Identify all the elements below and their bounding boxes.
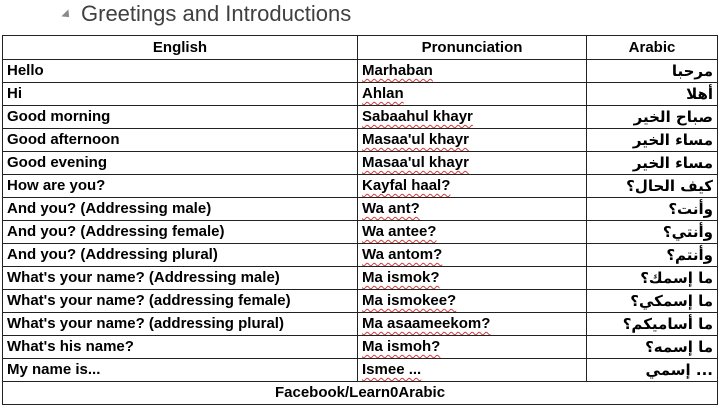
pronunciation-text: Wa antee? [362,223,437,240]
pronunciation-text: Marhaban [362,62,433,79]
english-cell: And you? (Addressing male) [3,198,358,221]
table-row [3,336,718,359]
collapse-triangle-icon[interactable] [61,9,72,20]
arabic-cell: أهلا [587,83,718,106]
pronunciation-cell [358,198,587,221]
table-row [3,129,718,152]
english-cell: My name is... [3,359,358,382]
arabic-cell: مرحبا [587,60,718,83]
table-row [3,152,718,175]
arabic-cell: مساء الخير [587,129,718,152]
source-credit: Facebook/Learn0Arabic [3,382,718,405]
pronunciation-cell [358,106,587,129]
page-title: Greetings and Introductions [81,1,352,26]
table-row [3,359,718,382]
pronunciation-cell [358,83,587,106]
arabic-cell: وأنتم؟ [587,244,718,267]
arabic-cell: ... إسمي [587,359,718,382]
pronunciation-cell [358,290,587,313]
arabic-cell: صباح الخير [587,106,718,129]
arabic-cell: ما إسمه؟ [587,336,718,359]
pronunciation-text: Masaa'ul khayr [362,131,469,148]
table-header-row [3,36,718,60]
vocabulary-table [2,35,718,405]
table-row [3,198,718,221]
table-row [3,106,718,129]
pronunciation-cell [358,336,587,359]
arabic-cell: مساء الخير [587,152,718,175]
pronunciation-cell [358,129,587,152]
english-cell: What's your name? (Addressing male) [3,267,358,290]
arabic-cell: ما أساميكم؟ [587,313,718,336]
pronunciation-text: Masaa'ul khayr [362,154,469,171]
pronunciation-cell [358,221,587,244]
english-cell: What's his name? [3,336,358,359]
arabic-cell: ما إسمك؟ [587,267,718,290]
table-row [3,175,718,198]
column-header-arabic: Arabic [587,36,718,60]
english-cell: Good afternoon [3,129,358,152]
table-row [3,83,718,106]
pronunciation-cell [358,152,587,175]
english-cell: Hi [3,83,358,106]
table-footer-row [3,382,718,405]
arabic-cell: ما إسمكي؟ [587,290,718,313]
pronunciation-cell [358,244,587,267]
table-row [3,290,718,313]
table-row [3,313,718,336]
pronunciation-text: Ma ismoh? [362,338,441,355]
pronunciation-cell [358,359,587,382]
arabic-cell: وأنت؟ [587,198,718,221]
table-row [3,267,718,290]
pronunciation-text: Ismee ... [362,361,422,378]
pronunciation-text: Wa ant? [362,200,420,217]
arabic-cell: وأنتي؟ [587,221,718,244]
pronunciation-text: Ma asaameekom? [362,315,491,332]
pronunciation-cell [358,60,587,83]
english-cell: And you? (Addressing female) [3,221,358,244]
section-heading [62,0,351,28]
column-header-pronunciation: Pronunciation [358,36,587,60]
pronunciation-text: Ma ismok? [362,269,440,286]
pronunciation-text: Wa antom? [362,246,443,263]
pronunciation-cell [358,175,587,198]
table-row [3,244,718,267]
table-row [3,221,718,244]
column-header-english: English [3,36,358,60]
pronunciation-text: Sabaahul khayr [362,108,473,125]
pronunciation-cell [358,313,587,336]
pronunciation-text: Ma ismokee? [362,292,457,309]
pronunciation-text: Kayfal haal? [362,177,451,194]
english-cell: Good morning [3,106,358,129]
arabic-cell: كيف الحال؟ [587,175,718,198]
table-row [3,60,718,83]
english-cell: And you? (Addressing plural) [3,244,358,267]
english-cell: What's your name? (addressing plural) [3,313,358,336]
english-cell: Good evening [3,152,358,175]
english-cell: What's your name? (addressing female) [3,290,358,313]
pronunciation-text: Ahlan [362,85,404,102]
english-cell: How are you? [3,175,358,198]
english-cell: Hello [3,60,358,83]
pronunciation-cell [358,267,587,290]
